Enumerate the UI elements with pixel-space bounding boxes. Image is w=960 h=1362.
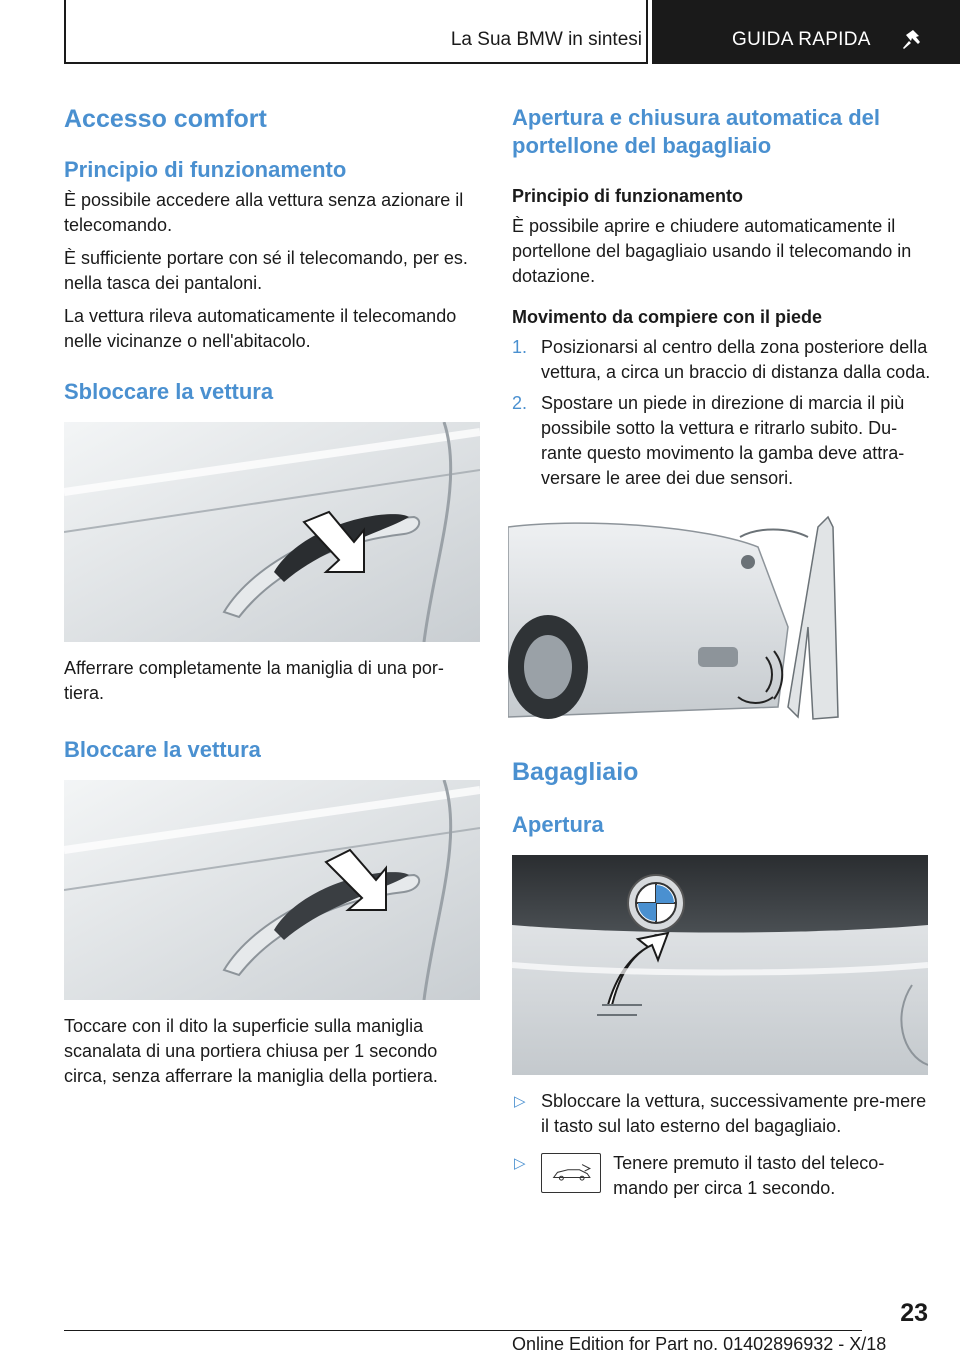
lock-caption: Toccare con il dito la superficie sulla maniglia scanalata di una portiera chiusa per 1 secondo circa, senza afferrare la maniglia della portiera. xyxy=(64,1016,438,1086)
step-text: Posizionarsi al centro della zona posteriore della vettura, a circa un braccio di distanza dalla coda. xyxy=(541,337,931,382)
principle-paragraph-2: È sufficiente portare con sé il telecomando, per es. nella tasca dei pantaloni. xyxy=(64,248,468,293)
step-number: 1. xyxy=(512,337,528,357)
unlock-heading: Sbloccare la vettura xyxy=(64,379,274,404)
list-item xyxy=(512,391,932,491)
step-number: 2. xyxy=(512,393,528,413)
auto-tailgate-title: Apertura e chiusura automatica del portellone del bagagliaio xyxy=(512,105,880,158)
trunk-opening-instructions xyxy=(512,1089,932,1201)
lock-heading: Bloccare la vettura xyxy=(64,737,261,762)
foot-movement-heading: Movimento da compiere con il piede xyxy=(512,307,823,327)
comfort-access-title: Accesso comfort xyxy=(64,105,267,133)
list-item xyxy=(512,335,932,385)
quick-guide-tab xyxy=(652,0,960,64)
page-number: 23 xyxy=(900,1299,928,1327)
opening-heading: Apertura xyxy=(512,812,604,837)
left-column xyxy=(64,100,482,1089)
bullet-text: Sbloccare la vettura, successivamente pre-mere il tasto sul lato esterno del bagagliaio. xyxy=(541,1091,927,1136)
tailgate-principle-heading: Principio di funzionamento xyxy=(512,186,743,206)
principle-paragraph-1: È possibile accedere alla vettura senza azionare il telecomando. xyxy=(64,190,464,235)
foot-gesture-illustration xyxy=(508,507,862,727)
unlock-door-handle-illustration xyxy=(64,422,480,642)
step-text: Spostare un piede in direzione di marcia il più possibile sotto la vettura e ritrarlo subito. Du-rante questo movimento la gamba deve attra-versare le aree dei due sensori. xyxy=(541,393,905,488)
foot-movement-steps xyxy=(512,335,932,491)
trunk-title: Bagagliaio xyxy=(512,758,639,786)
bullet-text: Tenere premuto il tasto del teleco-mando per circa 1 secondo. xyxy=(613,1153,885,1198)
trunk-button-illustration xyxy=(512,855,928,1075)
list-item xyxy=(512,1151,932,1201)
lock-door-handle-illustration xyxy=(64,780,480,1000)
principle-heading: Principio di funzionamento xyxy=(64,157,347,182)
tailgate-remote-button-icon xyxy=(541,1153,601,1193)
quick-guide-label: GUIDA RAPIDA xyxy=(732,29,871,50)
edition-note: Online Edition for Part no. 01402896932 - X/18 xyxy=(512,1334,887,1354)
section-title: La Sua BMW in sintesi xyxy=(450,29,642,50)
right-column xyxy=(512,100,932,1201)
bullet-marker: ▷ xyxy=(514,1155,526,1172)
bullet-content xyxy=(541,1151,932,1201)
principle-paragraph-3: La vettura rileva automaticamente il telecomando nelle vicinanze o nell'abitacolo. xyxy=(64,306,457,351)
tailgate-principle-text: È possibile aprire e chiudere automaticamente il portellone del bagagliaio usando il telecomando in dotazione. xyxy=(512,216,912,286)
unlock-caption: Afferrare completamente la maniglia di una por-tiera. xyxy=(64,658,444,703)
footer-divider xyxy=(64,1330,862,1331)
quick-guide-icon xyxy=(900,28,924,52)
list-item xyxy=(512,1089,932,1139)
bullet-marker: ▷ xyxy=(514,1093,526,1110)
